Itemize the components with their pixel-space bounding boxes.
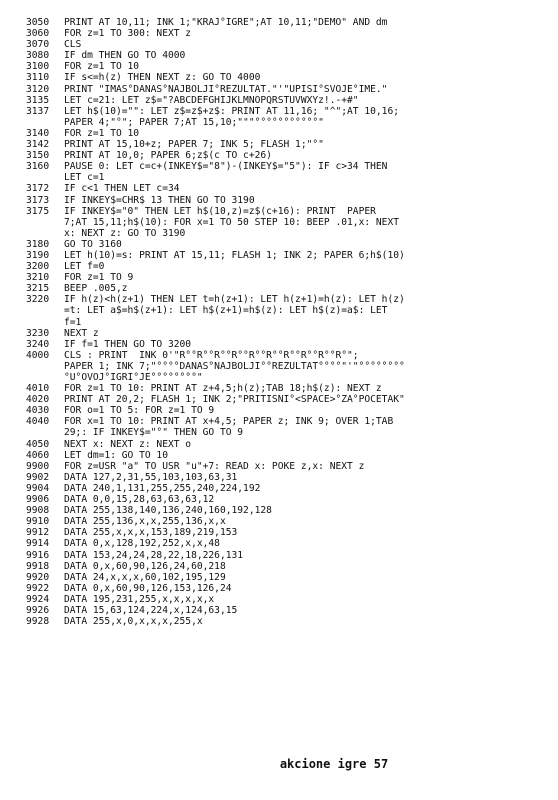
line-number: 3230 [26,327,50,339]
line-code: FOR z=1 TO 300: NEXT z [64,28,192,40]
line-number: 9924 [26,593,50,605]
line-number: 4050 [26,438,50,450]
code-line [26,527,546,538]
line-number: 4010 [26,383,50,395]
code-line [26,283,546,294]
line-code: LET c=21: LET z$="?ABCDEFGHIJKLMNOPQRSTUVWXYz!.-+#" [64,94,359,106]
line-code: DATA 255,136,x,x,255,136,x,x [64,516,226,528]
line-number: 3100 [26,61,50,73]
code-line [26,50,546,61]
code-line [26,416,546,438]
code-line [26,206,546,239]
code-line [26,239,546,250]
code-line [26,17,546,28]
line-number: 4020 [26,394,50,406]
line-number: 3060 [26,28,50,40]
line-code: BEEP .005,z [64,283,128,295]
line-number: 3210 [26,272,50,284]
code-line [26,550,546,561]
line-number: 4040 [26,416,50,428]
code-line [26,394,546,405]
line-code: IF f=1 THEN GO TO 3200 [64,338,192,350]
line-number: 3215 [26,283,50,295]
line-number: 3070 [26,39,50,51]
line-code: IF s<=h(z) THEN NEXT z: GO TO 4000 [64,72,261,84]
code-line [26,383,546,394]
line-number: 9906 [26,494,50,506]
line-number: 3080 [26,50,50,62]
line-code: LET h$(10)="": LET z$=z$+z$: PRINT AT 11,16; "^";AT 10,16; PAPER 4;"°"; PAPER 7;AT 15,10;"""°°°°°°°°°°°" [64,105,400,128]
line-code: DATA 127,2,31,55,103,103,63,31 [64,471,238,483]
code-line [26,95,546,106]
basic-program-listing [26,17,546,627]
line-number: 9920 [26,571,50,583]
line-number: 3173 [26,194,50,206]
code-line [26,561,546,572]
line-number: 9928 [26,616,50,628]
line-number: 9918 [26,560,50,572]
code-line [26,594,546,605]
line-number: 9910 [26,516,50,528]
line-code: CLS [64,39,82,51]
line-number: 9922 [26,582,50,594]
line-code: FOR x=1 TO 10: PRINT AT x+4,5; PAPER z; INK 9; OVER 1;TAB 29;: IF INKEY$="°" THEN GO TO 9 [64,416,394,439]
code-line [26,461,546,472]
code-line [26,261,546,272]
line-code: DATA 0,0,15,28,63,63,63,12 [64,494,215,506]
code-line [26,339,546,350]
line-number: 9914 [26,538,50,550]
code-line [26,616,546,627]
line-code: PRINT AT 20,2; FLASH 1; INK 2;"PRITISNI°<SPACE>°ZA°POCETAK" [64,394,405,406]
line-code: DATA 255,x,0,x,x,x,255,x [64,616,203,628]
line-code: DATA 24,x,x,x,60,102,195,129 [64,571,226,583]
line-code: DATA 240,1,131,255,255,240,224,192 [64,482,261,494]
line-number: 3200 [26,261,50,273]
line-code: IF h(z)<h(z+1) THEN LET t=h(z+1): LET h(z+1)=h(z): LET h(z) =t: LET a$=h$(z+1): LET h$(z+1)=h$(z): LET h$(z)=a$: LET f=1 [64,294,405,328]
line-code: PRINT AT 10,11; INK 1;"KRAJ°IGRE";AT 10,11;"DEMO" AND dm [64,17,388,28]
line-code: LET dm=1: GO TO 10 [64,449,168,461]
code-line [26,183,546,194]
line-number: 3172 [26,183,50,195]
line-code: LET h(10)=s: PRINT AT 15,11; FLASH 1; INK 2; PAPER 6;h$(10) [64,249,405,261]
line-code: PRINT "IMAS°DANAS°NAJBOLJI°REZULTAT."'"UPISI°SVOJE°IME." [64,83,388,95]
code-line [26,439,546,450]
code-line [26,39,546,50]
code-line [26,150,546,161]
line-code: PAUSE 0: LET c=c+(INKEY$="8")-(INKEY$="5"): IF c>34 THEN LET c=1 [64,161,388,184]
line-code: FOR z=USR "a" TO USR "u"+7: READ x: POKE z,x: NEXT z [64,460,365,472]
line-code: FOR z=1 TO 10 [64,61,140,73]
code-line [26,538,546,549]
code-line [26,516,546,527]
line-code: FOR z=1 TO 9 [64,272,134,284]
line-number: 3160 [26,161,50,173]
line-number: 9902 [26,471,50,483]
line-number: 3140 [26,127,50,139]
line-code: DATA 195,231,255,x,x,x,x,x [64,593,215,605]
line-number: 9916 [26,549,50,561]
line-code: DATA 0,x,60,90,126,153,126,24 [64,582,232,594]
line-code: LET f=0 [64,261,105,273]
line-number: 4060 [26,449,50,461]
line-code: DATA 255,x,x,x,153,189,219,153 [64,527,238,539]
code-line [26,405,546,416]
code-line [26,494,546,505]
code-line [26,28,546,39]
line-code: DATA 0,x,128,192,252,x,x,48 [64,538,220,550]
line-code: PRINT AT 15,10+z; PAPER 7; INK 5; FLASH 1;"°" [64,139,324,151]
code-line [26,483,546,494]
code-line [26,350,546,383]
line-number: 3135 [26,94,50,106]
code-line [26,139,546,150]
line-code: IF c<1 THEN LET c=34 [64,183,180,195]
line-number: 3050 [26,17,50,28]
line-code: IF dm THEN GO TO 4000 [64,50,186,62]
line-number: 9926 [26,604,50,616]
code-line [26,195,546,206]
line-number: 3180 [26,238,50,250]
code-line [26,128,546,139]
code-line [26,583,546,594]
line-code: FOR z=1 TO 10 [64,127,140,139]
line-code: FOR z=1 TO 10: PRINT AT z+4,5;h(z);TAB 18;h$(z): NEXT z [64,383,382,395]
line-number: 3220 [26,294,50,306]
line-number: 9912 [26,527,50,539]
line-code: GO TO 3160 [64,238,122,250]
code-line [26,61,546,72]
code-line [26,472,546,483]
line-code: FOR o=1 TO 5: FOR z=1 TO 9 [64,405,215,417]
line-number: 3240 [26,338,50,350]
line-code: PRINT AT 10,0; PAPER 6;z$(c TO c+26) [64,150,272,162]
code-line [26,605,546,616]
code-line [26,328,546,339]
code-line [26,72,546,83]
line-number: 9908 [26,505,50,517]
code-line [26,572,546,583]
line-number: 3175 [26,205,50,217]
line-code: NEXT z [64,327,99,339]
line-number: 9904 [26,482,50,494]
line-code: CLS : PRINT INK 0'"R°°R°°R°°R°°R°°R°°R°°R°°R°°R°"; PAPER 1; INK 7;"°°°°DANAS°NAJBOLJI°°REZULTAT°°°°"'"°°°°°°°° °U°OVOJ°IGRI°JE°°°°°°°°" [64,349,405,383]
line-number: 3110 [26,72,50,84]
line-code: DATA 15,63,124,224,x,124,63,15 [64,604,238,616]
page-footer: akcione igre 57 [279,757,389,771]
code-line [26,106,546,128]
code-line [26,161,546,183]
line-code: IF INKEY$="0" THEN LET h$(10,z)=z$(c+16): PRINT PAPER 7;AT 15,11;h$(10): FOR x=1 TO 50 STEP 10: BEEP .01,x: NEXT x: NEXT z: GO TO 3190 [64,205,400,239]
code-line [26,450,546,461]
code-line [26,272,546,283]
line-code: DATA 153,24,24,28,22,18,226,131 [64,549,244,561]
line-code: NEXT x: NEXT z: NEXT o [64,438,192,450]
line-number: 3120 [26,83,50,95]
line-number: 3142 [26,139,50,151]
line-number: 9900 [26,460,50,472]
line-number: 3150 [26,150,50,162]
line-code: DATA 0,x,60,90,126,24,60,218 [64,560,226,572]
code-line [26,505,546,516]
line-number: 3137 [26,105,50,117]
line-number: 4030 [26,405,50,417]
line-code: IF INKEY$=CHR$ 13 THEN GO TO 3190 [64,194,255,206]
code-line [26,84,546,95]
code-line [26,294,546,327]
line-number: 4000 [26,349,50,361]
line-code: DATA 255,138,140,136,240,160,192,128 [64,505,272,517]
line-number: 3190 [26,249,50,261]
code-line [26,250,546,261]
